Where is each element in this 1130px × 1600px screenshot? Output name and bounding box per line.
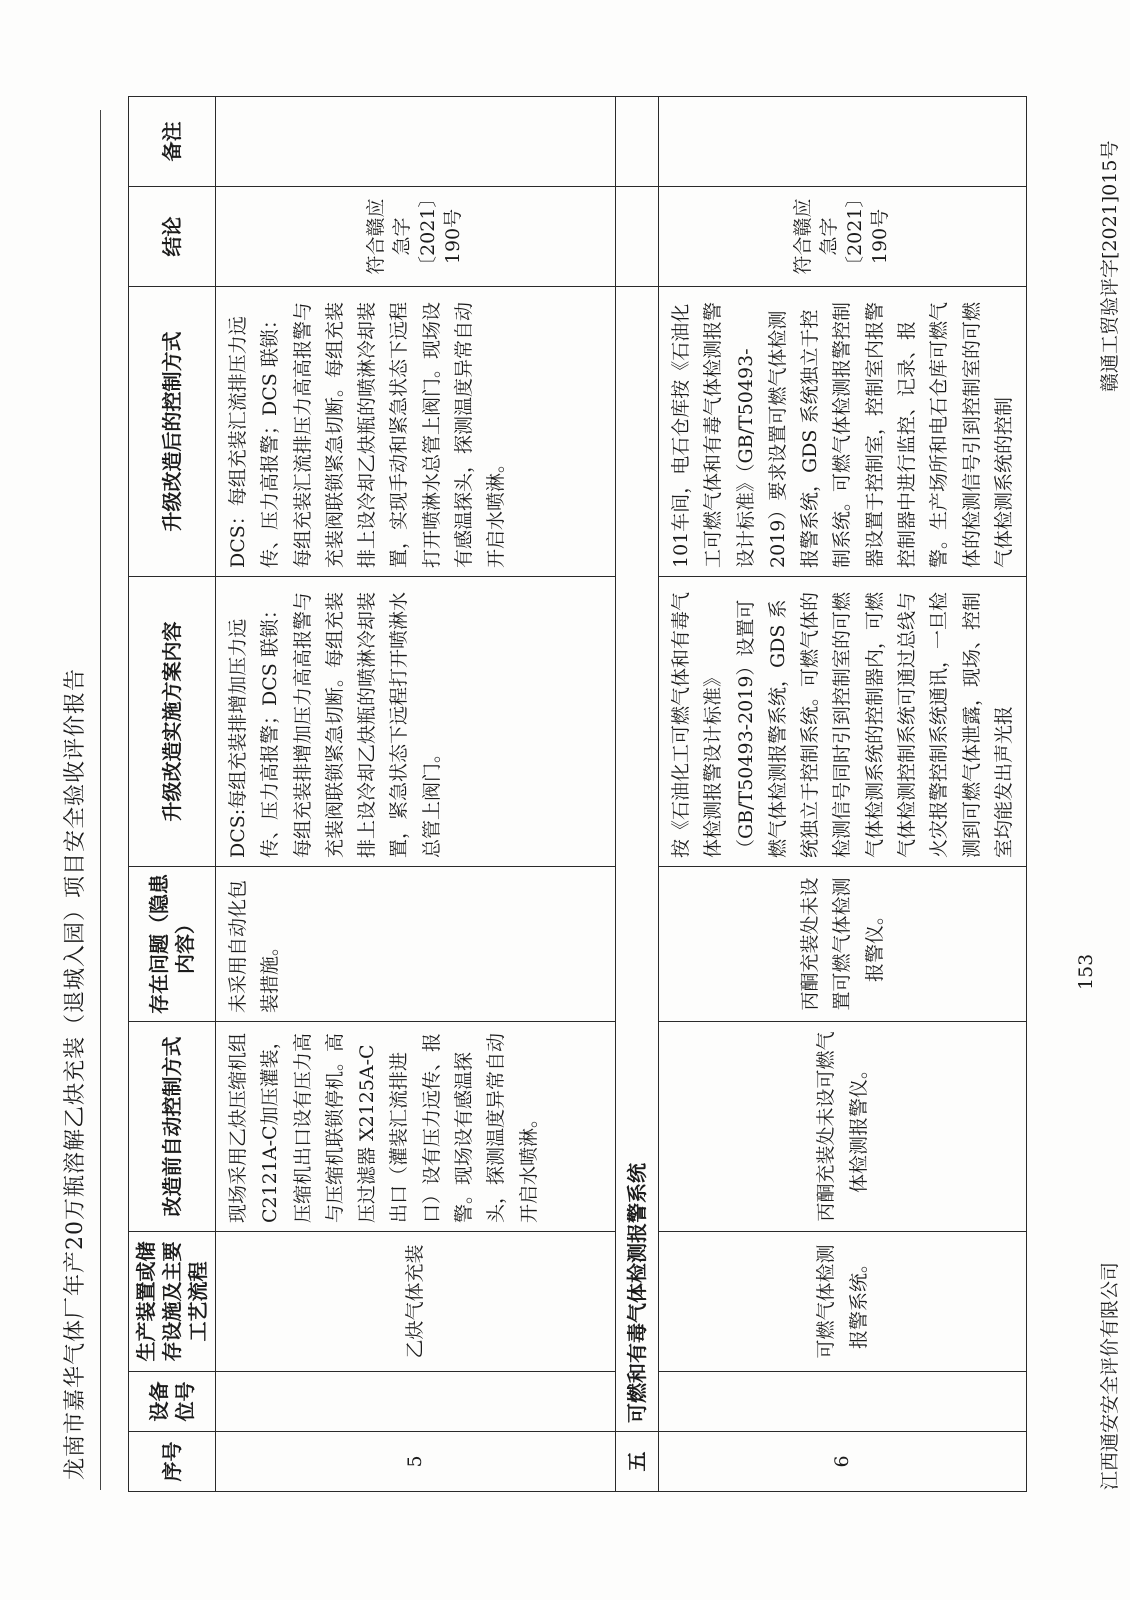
cell-before: 丙酮充装处未设可燃气体检测报警仪。 bbox=[659, 1022, 1027, 1232]
col-header-before: 改造前自动控制方式 bbox=[129, 1022, 216, 1232]
cell-plan: DCS:每组充装排增加压力远传、压力高报警；DCS 联锁：每组充装排增加压力高高报警与充装阀联锁紧急切断。每组充装排上设冷却乙炔瓶的喷淋冷却装置，紧急状态下远程打开喷淋水总管上阀门。 bbox=[216, 577, 616, 867]
cell-no: 5 bbox=[216, 1432, 616, 1492]
col-header-no: 序号 bbox=[129, 1432, 216, 1492]
report-title: 龙南市嘉华气体厂年产20万瓶溶解乙炔充装（退城入园）项目安全验收评价报告 bbox=[63, 668, 88, 1480]
cell-no: 6 bbox=[659, 1432, 1027, 1492]
cell-tag bbox=[659, 1372, 1027, 1432]
table-header-row bbox=[129, 97, 216, 1492]
footer-doc-number: 赣通工贸验评字[2021]015号 bbox=[1099, 140, 1121, 392]
cell-facility: 可燃气体检测报警系统。 bbox=[659, 1232, 1027, 1372]
cell-issue: 丙酮充装处未设置可燃气体检测报警仪。 bbox=[659, 867, 1027, 1022]
header-rule bbox=[100, 110, 101, 1490]
col-header-conclusion: 结论 bbox=[129, 187, 216, 287]
footer-page-number: 153 bbox=[1075, 953, 1097, 990]
section-number: 五 bbox=[616, 1432, 659, 1492]
cell-conclusion: 符合赣应急字〔2021〕190号 bbox=[659, 187, 1027, 287]
cell-conclusion: 符合赣应急字〔2021〕190号 bbox=[216, 187, 616, 287]
footer-company: 江西通安安全评价有限公司 bbox=[1099, 1261, 1121, 1490]
cell-before: 现场采用乙炔压缩机组C2121A-C加压灌装，压缩机出口设有压力高与压缩机联锁停机。高压过滤器 X2125A-C 出口（灌装汇流排进口）设有压力远传、报警。现场设有感温探头，探测温度异常自动开启水喷淋。 bbox=[216, 1022, 616, 1232]
col-header-plan: 升级改造实施方案内容 bbox=[129, 577, 216, 867]
section-row-5 bbox=[616, 97, 659, 1492]
col-header-issue: 存在问题（隐患内容） bbox=[129, 867, 216, 1022]
section-empty-conclusion bbox=[616, 187, 659, 287]
col-header-tag: 设备位号 bbox=[129, 1372, 216, 1432]
cell-remark bbox=[659, 97, 1027, 187]
cell-after: 101车间，电石仓库按《石油化工可燃气体和有毒气体检测报警设计标准》（GB/T50493-2019）要求设置可燃气体检测报警系统，GDS 系统独立于控制系统。可燃气体检测报警控制器设置于控制室，控制室内报警控制器中进行监控、记录、报警。生产场所和电石仓库可燃气体的检测信号引到控制室的可燃气体检测系统的控制 bbox=[659, 287, 1027, 577]
section-title: 可燃和有毒气体检测报警系统 bbox=[616, 287, 659, 1432]
col-header-facility: 生产装置或储存设施及主要工艺流程 bbox=[129, 1232, 216, 1372]
cell-issue: 未采用自动化包装措施。 bbox=[216, 867, 616, 1022]
cell-tag bbox=[216, 1372, 616, 1432]
col-header-after: 升级改造后的控制方式 bbox=[129, 287, 216, 577]
col-header-remark: 备注 bbox=[129, 97, 216, 187]
table-row-6 bbox=[659, 97, 1027, 1492]
rectification-table bbox=[128, 96, 1027, 1492]
table-row-5 bbox=[216, 97, 616, 1492]
cell-facility: 乙炔气体充装 bbox=[216, 1232, 616, 1372]
cell-plan: 按《石油化工可燃气体和有毒气体检测报警设计标准》（GB/T50493-2019）设置可燃气体检测报警系统，GDS 系统独立于控制系统。可燃气体的检测信号同时引到控制室的可燃气体检测系统的控制器内，可燃气体检测控制系统可通过总线与火灾报警控制系统通讯，一旦检测到可燃气体泄露，现场、控制室均能发出声光报 bbox=[659, 577, 1027, 867]
cell-after: DCS：每组充装汇流排压力远传、压力高报警；DCS 联锁：每组充装汇流排压力高高报警与充装阀联锁紧急切断。每组充装排上设冷却乙炔瓶的喷淋冷却装置，实现手动和紧急状态下远程打开喷淋水总管上阀门。现场设有感温探头，探测温度异常自动开启水喷淋。 bbox=[216, 287, 616, 577]
cell-remark bbox=[216, 97, 616, 187]
section-empty-remark bbox=[616, 97, 659, 187]
